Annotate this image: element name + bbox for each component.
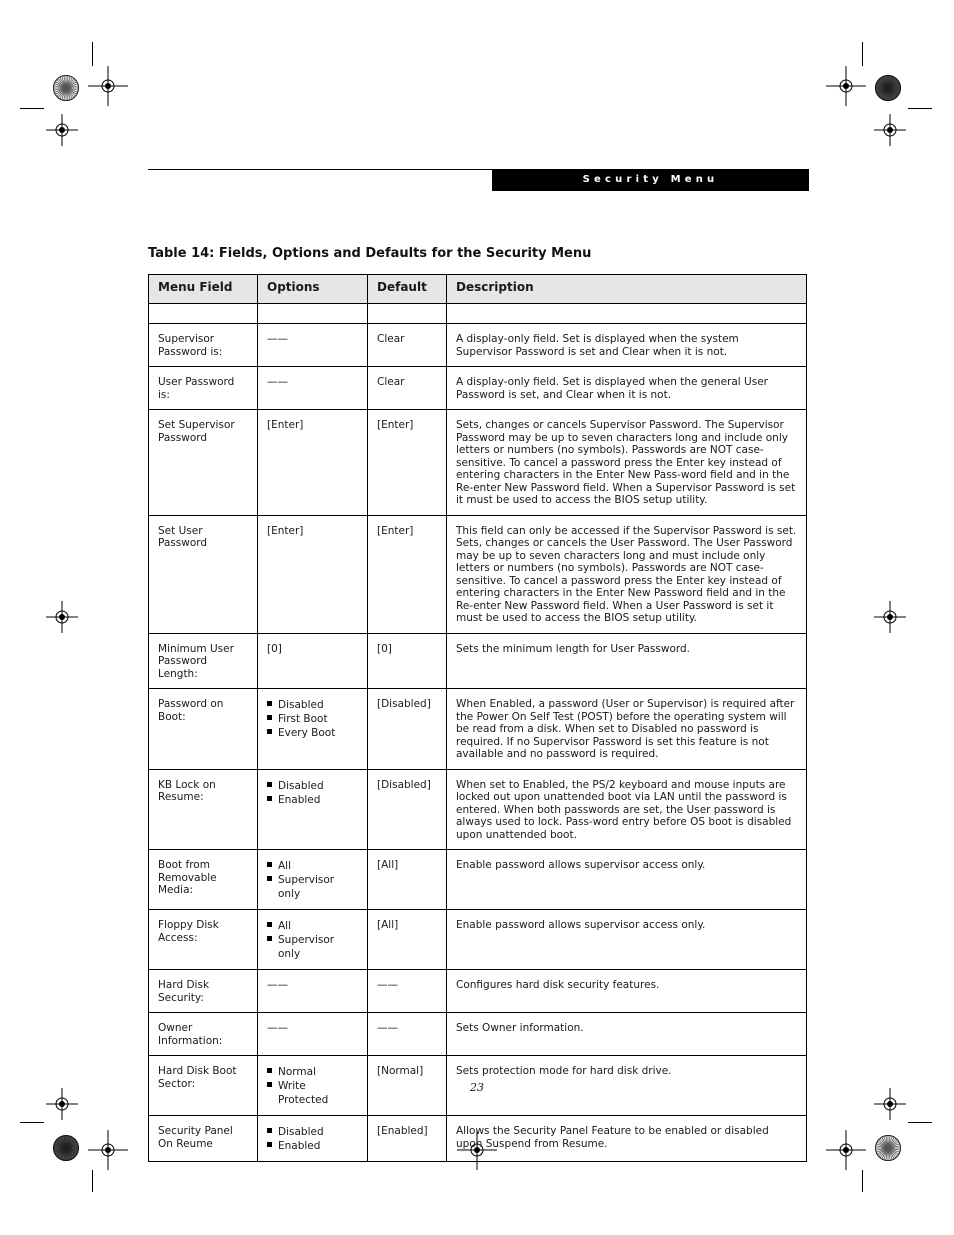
option-value: —— bbox=[267, 333, 288, 345]
table-header-row bbox=[149, 275, 807, 304]
cell-description: When Enabled, a password (User or Supervisor) is required after the Power On Self Test (POST) before the operating system will be read from a disk. When set to Disabled no password is required. If no Supervisor Password is set this feature is not available and no password is required. bbox=[447, 689, 807, 770]
cell-menu-field: Set User Password bbox=[149, 515, 258, 633]
column-header-menu-field: Menu Field bbox=[149, 275, 258, 304]
header-spacer-row bbox=[149, 304, 807, 324]
cell-description: A display-only field. Set is displayed when the system Supervisor Password is set and Clear when it is not. bbox=[447, 324, 807, 367]
option-value: [Enter] bbox=[267, 419, 304, 431]
security-menu-table bbox=[148, 274, 807, 1162]
cell-menu-field: Hard Disk Boot Sector: bbox=[149, 1056, 258, 1116]
cell-description: Enable password allows supervisor access only. bbox=[447, 910, 807, 970]
cell-options bbox=[258, 1116, 368, 1162]
table-row bbox=[149, 910, 807, 970]
options-list bbox=[267, 859, 358, 901]
cell-description: Enable password allows supervisor access only. bbox=[447, 850, 807, 910]
cell-default: —— bbox=[368, 1013, 447, 1056]
registration-mark-icon bbox=[88, 66, 128, 106]
crop-line bbox=[862, 42, 863, 66]
option-item: Every Boot bbox=[267, 726, 358, 740]
registration-mark-icon bbox=[826, 1130, 866, 1170]
cell-default: [Disabled] bbox=[368, 769, 447, 850]
registration-mark-icon bbox=[874, 114, 906, 146]
option-item: Disabled bbox=[267, 779, 358, 793]
cell-menu-field: Hard Disk Security: bbox=[149, 970, 258, 1013]
options-list bbox=[267, 1125, 358, 1153]
cell-default: Clear bbox=[368, 367, 447, 410]
table-row bbox=[149, 1116, 807, 1162]
cell-description: A display-only field. Set is displayed when the general User Password is set, and Clear when it is not. bbox=[447, 367, 807, 410]
cell-default: [Enter] bbox=[368, 410, 447, 516]
cell-default: [Disabled] bbox=[368, 689, 447, 770]
cell-default: [All] bbox=[368, 850, 447, 910]
options-list bbox=[267, 919, 358, 961]
cell-menu-field: Minimum User Password Length: bbox=[149, 633, 258, 689]
option-item: Normal bbox=[267, 1065, 358, 1079]
table-row bbox=[149, 367, 807, 410]
option-item: Supervisor only bbox=[267, 933, 358, 961]
cell-options bbox=[258, 769, 368, 850]
column-header-default: Default bbox=[368, 275, 447, 304]
cell-description: Sets Owner information. bbox=[447, 1013, 807, 1056]
column-header-description: Description bbox=[447, 275, 807, 304]
option-value: —— bbox=[267, 979, 288, 991]
cell-menu-field: Boot from Removable Media: bbox=[149, 850, 258, 910]
cell-menu-field: KB Lock on Resume: bbox=[149, 769, 258, 850]
registration-target-icon bbox=[53, 1135, 79, 1161]
cell-options bbox=[258, 367, 368, 410]
table-row bbox=[149, 410, 807, 516]
page-number: 23 bbox=[470, 1081, 484, 1094]
option-value: [0] bbox=[267, 642, 282, 655]
option-item: Disabled bbox=[267, 1125, 358, 1139]
cell-options bbox=[258, 515, 368, 633]
option-value: —— bbox=[267, 376, 288, 388]
cell-default: [0] bbox=[368, 633, 447, 689]
registration-mark-icon bbox=[46, 114, 78, 146]
crop-line bbox=[20, 1122, 44, 1123]
cell-menu-field: Password on Boot: bbox=[149, 689, 258, 770]
cell-menu-field: Security Panel On Reume bbox=[149, 1116, 258, 1162]
cell-description: Sets protection mode for hard disk drive. bbox=[447, 1056, 807, 1116]
cell-options bbox=[258, 633, 368, 689]
table-row bbox=[149, 689, 807, 770]
table-row bbox=[149, 515, 807, 633]
table-row bbox=[149, 324, 807, 367]
cell-description: This field can only be accessed if the Supervisor Password is set. Sets, changes or cancels the User Password. The User Password may be up to seven characters long and must include only letters or numbers (no symbols). Passwords are NOT case-sensitive. To cancel a password press the Enter key instead of entering characters in the Enter New Password field and in the Re-enter New Password field. When a User Password is set it must be used to access the BIOS setup utility. bbox=[447, 515, 807, 633]
crop-line bbox=[20, 108, 44, 109]
cell-default: —— bbox=[368, 970, 447, 1013]
cell-menu-field: Floppy Disk Access: bbox=[149, 910, 258, 970]
registration-target-icon bbox=[875, 75, 901, 101]
options-list bbox=[267, 779, 358, 807]
option-item: Enabled bbox=[267, 1139, 358, 1153]
crop-line bbox=[92, 1170, 93, 1192]
option-item: Supervisor only bbox=[267, 873, 358, 901]
cell-options bbox=[258, 850, 368, 910]
cell-description: Sets the minimum length for User Password. bbox=[447, 633, 807, 689]
cell-options bbox=[258, 324, 368, 367]
column-header-options: Options bbox=[258, 275, 368, 304]
crop-line bbox=[862, 1170, 863, 1192]
option-item: Enabled bbox=[267, 793, 358, 807]
cell-default: [Normal] bbox=[368, 1056, 447, 1116]
table-title: Table 14: Fields, Options and Defaults for the Security Menu bbox=[148, 246, 592, 261]
table-row bbox=[149, 1013, 807, 1056]
registration-target-icon bbox=[53, 75, 79, 101]
table-body bbox=[149, 324, 807, 1162]
table-row bbox=[149, 850, 807, 910]
cell-default: Clear bbox=[368, 324, 447, 367]
cell-menu-field: Supervisor Password is: bbox=[149, 324, 258, 367]
section-title-bar: Security Menu bbox=[492, 169, 809, 191]
cell-options bbox=[258, 970, 368, 1013]
option-value: —— bbox=[267, 1022, 288, 1034]
option-item: First Boot bbox=[267, 712, 358, 726]
option-value: [Enter] bbox=[267, 524, 304, 537]
cell-description: Sets, changes or cancels Supervisor Password. The Supervisor Password may be up to seven characters long and include only letters or numbers (no symbols). Passwords are NOT case- sensitive. To cancel a password press the Enter key instead of entering characters in the Enter New Pass-word field and in the Re-enter New Password field. When a Supervisor Password is set it must be used to access the BIOS setup utility. bbox=[447, 410, 807, 516]
cell-default: [All] bbox=[368, 910, 447, 970]
cell-menu-field: Owner Information: bbox=[149, 1013, 258, 1056]
registration-mark-icon bbox=[46, 601, 78, 633]
cell-options bbox=[258, 910, 368, 970]
options-list bbox=[267, 698, 358, 740]
cell-description: When set to Enabled, the PS/2 keyboard and mouse inputs are locked out upon unattended boot via LAN until the password is entered. When both passwords are set, the User password is always used to lock. Pass-word entry before OS boot is disabled upon unattended boot. bbox=[447, 769, 807, 850]
cell-default: [Enter] bbox=[368, 515, 447, 633]
cell-options bbox=[258, 689, 368, 770]
cell-options bbox=[258, 1013, 368, 1056]
cell-default: [Enabled] bbox=[368, 1116, 447, 1162]
table-row bbox=[149, 769, 807, 850]
registration-mark-icon bbox=[88, 1130, 128, 1170]
cell-menu-field: Set Supervisor Password bbox=[149, 410, 258, 516]
crop-line bbox=[908, 108, 932, 109]
crop-line bbox=[92, 42, 93, 66]
option-item: Write Protected bbox=[267, 1079, 358, 1107]
header-rule bbox=[148, 169, 493, 170]
cell-description: Allows the Security Panel Feature to be enabled or disabled upon Suspend from Resume. bbox=[447, 1116, 807, 1162]
cell-menu-field: User Password is: bbox=[149, 367, 258, 410]
cell-options bbox=[258, 410, 368, 516]
registration-target-icon bbox=[875, 1135, 901, 1161]
option-item: Disabled bbox=[267, 698, 358, 712]
crop-line bbox=[908, 1122, 932, 1123]
table-row bbox=[149, 970, 807, 1013]
option-item: All bbox=[267, 919, 358, 933]
table-row bbox=[149, 633, 807, 689]
option-item: All bbox=[267, 859, 358, 873]
cell-description: Configures hard disk security features. bbox=[447, 970, 807, 1013]
registration-mark-icon bbox=[874, 601, 906, 633]
registration-mark-icon bbox=[826, 66, 866, 106]
